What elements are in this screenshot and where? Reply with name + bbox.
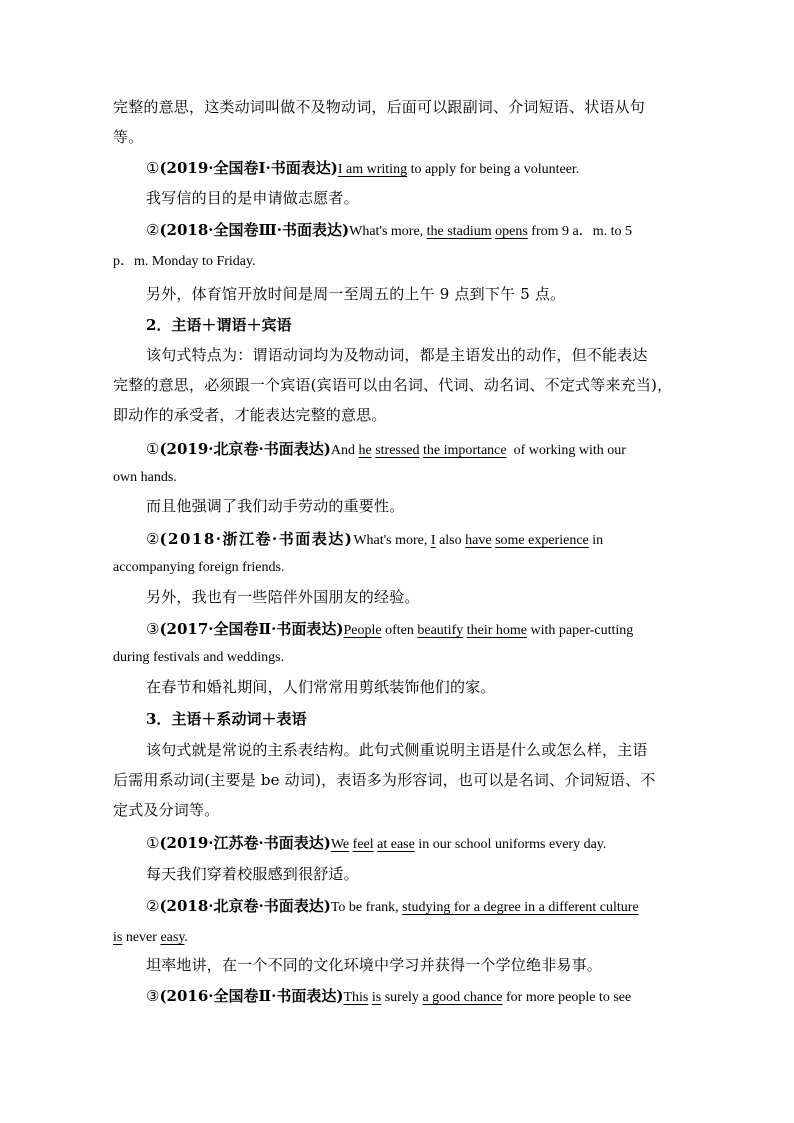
- translation: 每天我们穿着校服感到很舒适。: [146, 865, 359, 883]
- example-source: (2018·浙江卷·书面表达): [159, 530, 354, 548]
- subject-underline: People: [343, 623, 382, 638]
- translation: 坦率地讲，在一个不同的文化环境中学习并获得一个学位绝非易事。: [146, 956, 603, 974]
- sentence-text: also: [435, 533, 466, 548]
- subject-underline: he: [358, 443, 372, 458]
- verb-underline: beautify: [417, 623, 464, 638]
- section-heading: 3．主语＋系动词＋表语: [146, 710, 307, 728]
- paragraph-line: 该句式特点为：谓语动词均为及物动词，都是主语发出的动作，但不能表达: [146, 346, 648, 364]
- example-sentence: [146, 833, 683, 855]
- sentence-text: never: [122, 930, 161, 945]
- verb-underline: opens: [495, 224, 528, 239]
- example-number: ①: [146, 440, 160, 458]
- translation: 另外，体育馆开放时间是周一至周五的上午 9 点到下午 5 点。: [146, 285, 566, 303]
- verb-underline: stressed: [375, 443, 420, 458]
- object-underline: some experience: [495, 533, 589, 548]
- sentence-text: in: [588, 533, 604, 548]
- example-sentence: [146, 439, 683, 461]
- example-sentence: [146, 220, 683, 242]
- paragraph-line: 后需用系动词(主要是 be 动词)，表语多为形容词，也可以是名词、介词短语、不: [113, 771, 656, 789]
- subject-underline: the stadium: [426, 224, 492, 239]
- paragraph-line: 等。: [113, 128, 144, 146]
- translation: 我写信的目的是申请做志愿者。: [146, 189, 359, 207]
- sentence-continuation: own hands.: [113, 470, 177, 485]
- example-number: ②: [146, 221, 160, 239]
- paragraph-line: 该句式就是常说的主系表结构。此句式侧重说明主语是什么或怎么样，主语: [146, 741, 648, 759]
- sentence-text: of working with our: [506, 443, 626, 458]
- sentence-continuation: [113, 926, 683, 948]
- subject-underline: This: [343, 990, 369, 1005]
- sentence-text: often: [381, 623, 418, 638]
- verb-underline: have: [465, 533, 492, 548]
- sentence-text: To be frank,: [330, 900, 403, 915]
- sentence-text: And: [330, 443, 359, 458]
- sentence-continuation: accompanying foreign friends.: [113, 560, 285, 575]
- object-underline: the importance: [423, 443, 507, 458]
- example-source: (2016·全国卷Ⅱ·书面表达): [159, 987, 344, 1005]
- subject-underline: studying for a degree in a different culture: [402, 900, 639, 915]
- example-source: (2018·北京卷·书面表达): [159, 897, 331, 915]
- sentence-text: for more people to see: [502, 990, 632, 1005]
- example-sentence: [146, 529, 683, 551]
- translation: 在春节和婚礼期间，人们常常用剪纸装饰他们的家。: [146, 678, 496, 696]
- example-source: (2019·全国卷Ⅰ·书面表达): [159, 159, 338, 177]
- subject-underline: I am writing: [337, 162, 408, 177]
- predicative-underline: easy: [160, 930, 185, 945]
- section-heading: 2．主语＋谓语＋宾语: [146, 316, 292, 334]
- example-number: ①: [146, 834, 160, 852]
- example-number: ②: [146, 530, 160, 548]
- example-source: (2019·北京卷·书面表达): [159, 440, 331, 458]
- verb-underline: feel: [352, 837, 374, 852]
- translation: 而且他强调了我们动手劳动的重要性。: [146, 497, 405, 515]
- sentence-text: .: [184, 930, 188, 945]
- example-sentence: [146, 986, 683, 1008]
- verb-underline: is: [371, 990, 382, 1005]
- example-sentence: [146, 896, 683, 918]
- paragraph-line: 完整的意思，必须跟一个宾语(宾语可以由名词、代词、动名词、不定式等来充当)，: [113, 376, 673, 394]
- example-source: (2019·江苏卷·书面表达): [159, 834, 331, 852]
- example-sentence: [146, 158, 683, 180]
- subject-underline: We: [330, 837, 350, 852]
- sentence-text: What's more,: [353, 533, 431, 548]
- example-sentence: [146, 619, 683, 641]
- predicative-underline: at ease: [377, 837, 415, 852]
- object-underline: their home: [466, 623, 527, 638]
- example-number: ③: [146, 987, 160, 1005]
- paragraph-line: 即动作的承受者，才能表达完整的意思。: [113, 406, 387, 424]
- paragraph-line: 定式及分词等。: [113, 801, 220, 819]
- sentence-text: from 9 a．m. to 5: [527, 224, 632, 239]
- sentence-text: with paper-cutting: [527, 623, 634, 638]
- sentence-text: in our school uniforms every day.: [414, 837, 607, 852]
- sentence-continuation: during festivals and weddings.: [113, 650, 285, 665]
- paragraph-line: 完整的意思，这类动词叫做不及物动词，后面可以跟副词、介词短语、状语从句: [113, 98, 646, 116]
- example-source: (2018·全国卷Ⅲ·书面表达): [159, 221, 350, 239]
- example-number: ②: [146, 897, 160, 915]
- predicative-underline: a good chance: [422, 990, 503, 1005]
- sentence-continuation: p．m. Monday to Friday.: [113, 254, 256, 269]
- example-number: ③: [146, 620, 160, 638]
- subject-underline: I: [430, 533, 436, 548]
- sentence-text: to apply for being a volunteer.: [407, 162, 580, 177]
- example-number: ①: [146, 159, 160, 177]
- sentence-text: What's more,: [349, 224, 427, 239]
- translation: 另外，我也有一些陪伴外国朋友的经验。: [146, 588, 420, 606]
- sentence-text: surely: [381, 990, 423, 1005]
- example-source: (2017·全国卷Ⅱ·书面表达): [159, 620, 344, 638]
- verb-underline: is: [113, 930, 123, 945]
